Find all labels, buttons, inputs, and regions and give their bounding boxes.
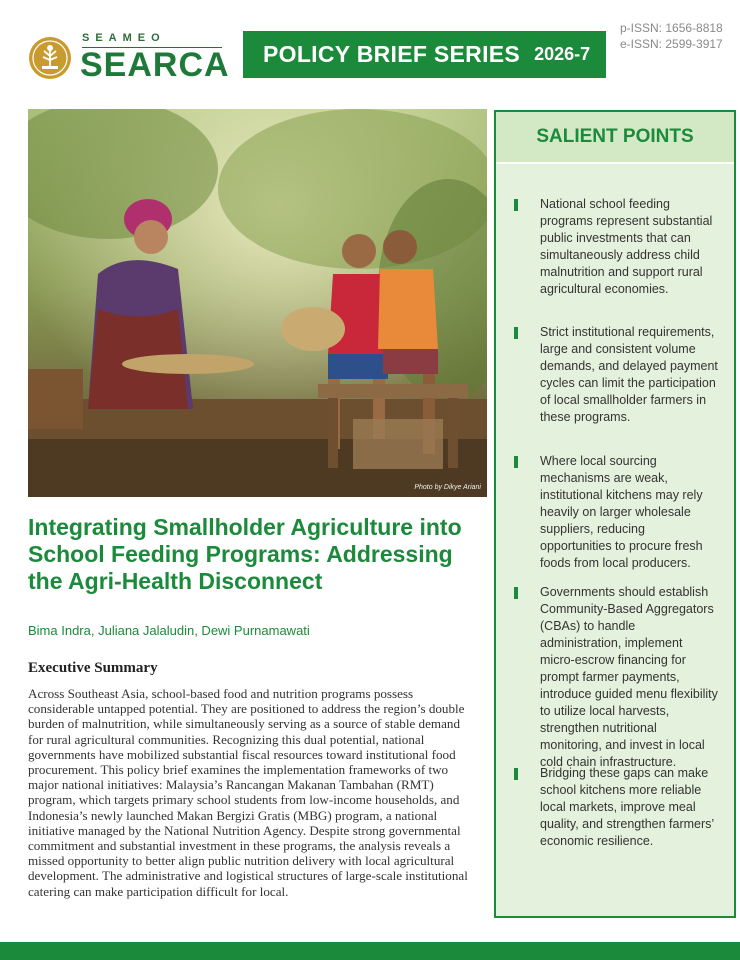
executive-summary-body: Across Southeast Asia, school-based food and nutrition programs possess considerable untapped potential. They are positioned to address the region’s double burden of malnutrition, while simultaneously serving as a source of stable demand for rural agricultural communities. Recognizing this dual potential, national governments have mobilized substantial fiscal resources toward institutional food procurement. This policy brief examines the implementation frameworks of two major national initiatives: Malaysia’s Rancangan Makanan Tambahan (RMT) program, which targets primary school students from low-income households, and Indonesia’s newly launched Makan Bergizi Gratis (MBG) program, a national initiative managed by the National Nutrition Agency. Despite strong governmental commitment and substantial investment in these programs, the analysis reveals a missed opportunity to better align public nutrition delivery with local agricultural development. The administrative and logistical structures of large-scale institutional catering can make participation difficult for local. [28, 686, 468, 899]
authors: Bima Indra, Juliana Jalaludin, Dewi Purnamawati [28, 623, 310, 638]
searca-logo [28, 28, 228, 88]
e-issn: e-ISSN: 2599-3917 [620, 37, 723, 51]
salient-point-text: Governments should establish Community-Based Aggregators (CBAs) to handle administration, implement micro-escrow financing for prompt farmer payments, introduce guided menu flexibility to utilize local harvests, strengthen nutritional monitoring, and invest in local cold chain infrastructure. [540, 585, 718, 769]
salient-point-text: Bridging these gaps can make school kitchens more reliable local markets, improve meal quality, and strengthen farmers’ economic resilience. [540, 766, 714, 848]
tree-emblem-icon [28, 36, 72, 80]
salient-point [514, 584, 719, 771]
salient-point [514, 324, 719, 426]
salient-points-header [496, 112, 734, 164]
photo-credit: Photo by Dikye Ariani [414, 484, 481, 491]
salient-points-title: SALIENT POINTS [536, 126, 694, 147]
bullet-bar-icon [514, 768, 518, 780]
salient-point [514, 196, 719, 298]
salient-point-text: Where local sourcing mechanisms are weak, institutional kitchens may rely heavily on larger wholesale suppliers, reducing opportunities to procure fresh foods from local producers. [540, 454, 703, 570]
bullet-bar-icon [514, 587, 518, 599]
bullet-bar-icon [514, 456, 518, 468]
salient-points-panel [494, 110, 736, 918]
issn-block [620, 20, 723, 52]
salient-point-text: Strict institutional requirements, large and consistent volume demands, and delayed payment cycles can limit the participation of local smallholder farmers in these programs. [540, 325, 718, 424]
bullet-bar-icon [514, 327, 518, 339]
cover-photo [28, 109, 487, 497]
series-number: 2026-7 [534, 44, 591, 64]
series-banner [243, 31, 606, 78]
cover-photo-illustration [28, 109, 487, 497]
salient-point-text: National school feeding programs represent substantial public investments that can simultaneously address child malnutrition and support rural agricultural economies. [540, 197, 713, 296]
series-title: POLICY BRIEF SERIES [263, 41, 521, 67]
executive-summary-heading: Executive Summary [28, 660, 158, 676]
salient-point [514, 765, 719, 850]
bullet-bar-icon [514, 199, 518, 211]
logo-searca-text: SEARCA [80, 46, 230, 84]
document-title: Integrating Smallholder Agriculture into School Feeding Programs: Addressing the Agri-Health Disconnect [28, 514, 462, 594]
logo-seameo-text: SEAMEO [82, 32, 166, 44]
salient-point [514, 453, 719, 572]
footer-bar [0, 942, 740, 960]
p-issn: p-ISSN: 1656-8818 [620, 21, 723, 35]
